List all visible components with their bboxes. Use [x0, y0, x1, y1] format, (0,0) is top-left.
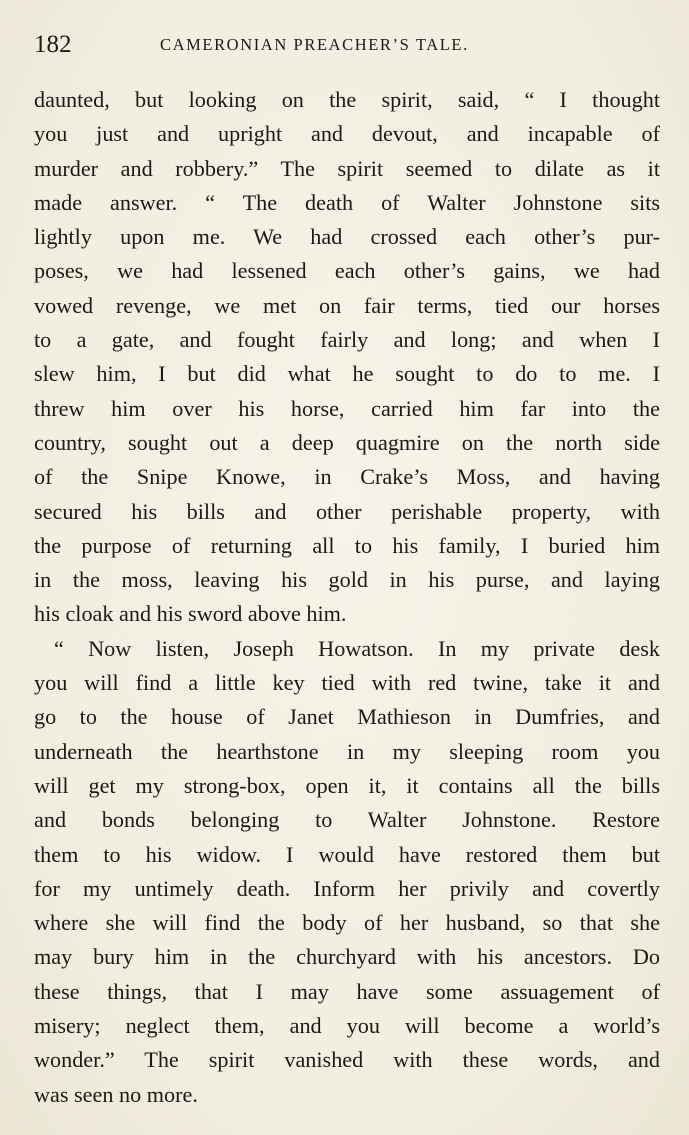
text-line: these things, that I may have some assuagement of [34, 978, 660, 1004]
text-line: wonder.” The spirit vanished with these words, and [34, 1047, 660, 1073]
text-line: of the Snipe Knowe, in Crake’s Moss, and having [34, 464, 660, 490]
text-line: daunted, but looking on the spirit, said, “ I thought [34, 87, 660, 112]
text-line: and bonds belonging to Walter Johnstone. Restore [34, 807, 660, 833]
text-line: you just and upright and devout, and incapable of [34, 121, 660, 147]
text-line: will get my strong-box, open it, it contains all the bills [34, 772, 660, 798]
text-line: slew him, I but did what he sought to do to me. I [34, 361, 660, 387]
text-line: his cloak and his sword above him. [34, 601, 347, 627]
text-line: to a gate, and fought fairly and long; and when I [34, 327, 660, 353]
text-line: go to the house of Janet Mathieson in Dumfries, and [34, 704, 660, 730]
text-line: in the moss, leaving his gold in his purse, and laying [34, 567, 660, 593]
text-line: was seen no more. [34, 1081, 198, 1107]
text-line: lightly upon me. We had crossed each other’s pur- [34, 224, 660, 250]
text-line: threw him over his horse, carried him far into the [34, 395, 660, 421]
text-line: vowed revenge, we met on fair terms, tied our horses [34, 292, 660, 318]
text-line: misery; neglect them, and you will become a world’s [34, 1013, 660, 1039]
text-line: secured his bills and other perishable property, with [34, 498, 660, 524]
text-line: for my untimely death. Inform her privily and covertly [34, 875, 660, 901]
text-line: murder and robbery.” The spirit seemed to dilate as it [34, 155, 660, 181]
text-line: underneath the hearthstone in my sleeping room you [34, 738, 660, 764]
text-line: poses, we had lessened each other’s gains, we had [34, 258, 660, 284]
text-line: country, sought out a deep quagmire on the north side [34, 429, 660, 455]
text-line: them to his widow. I would have restored them but [34, 841, 660, 867]
text-line: may bury him in the churchyard with his ancestors. Do [34, 944, 660, 970]
running-title: CAMERONIAN PREACHER’S TALE. [160, 35, 469, 54]
page-header [34, 30, 660, 60]
page-number: 182 [34, 31, 72, 58]
text-line: you will find a little key tied with red twine, take it and [34, 670, 660, 696]
text-line: the purpose of returning all to his family, I buried him [34, 532, 660, 558]
body-text [34, 83, 660, 1112]
text-line: “ Now listen, Joseph Howatson. In my private desk [54, 635, 660, 661]
text-line: where she will find the body of her husband, so that she [34, 910, 660, 936]
text-line: made answer. “ The death of Walter Johnstone sits [34, 189, 660, 215]
